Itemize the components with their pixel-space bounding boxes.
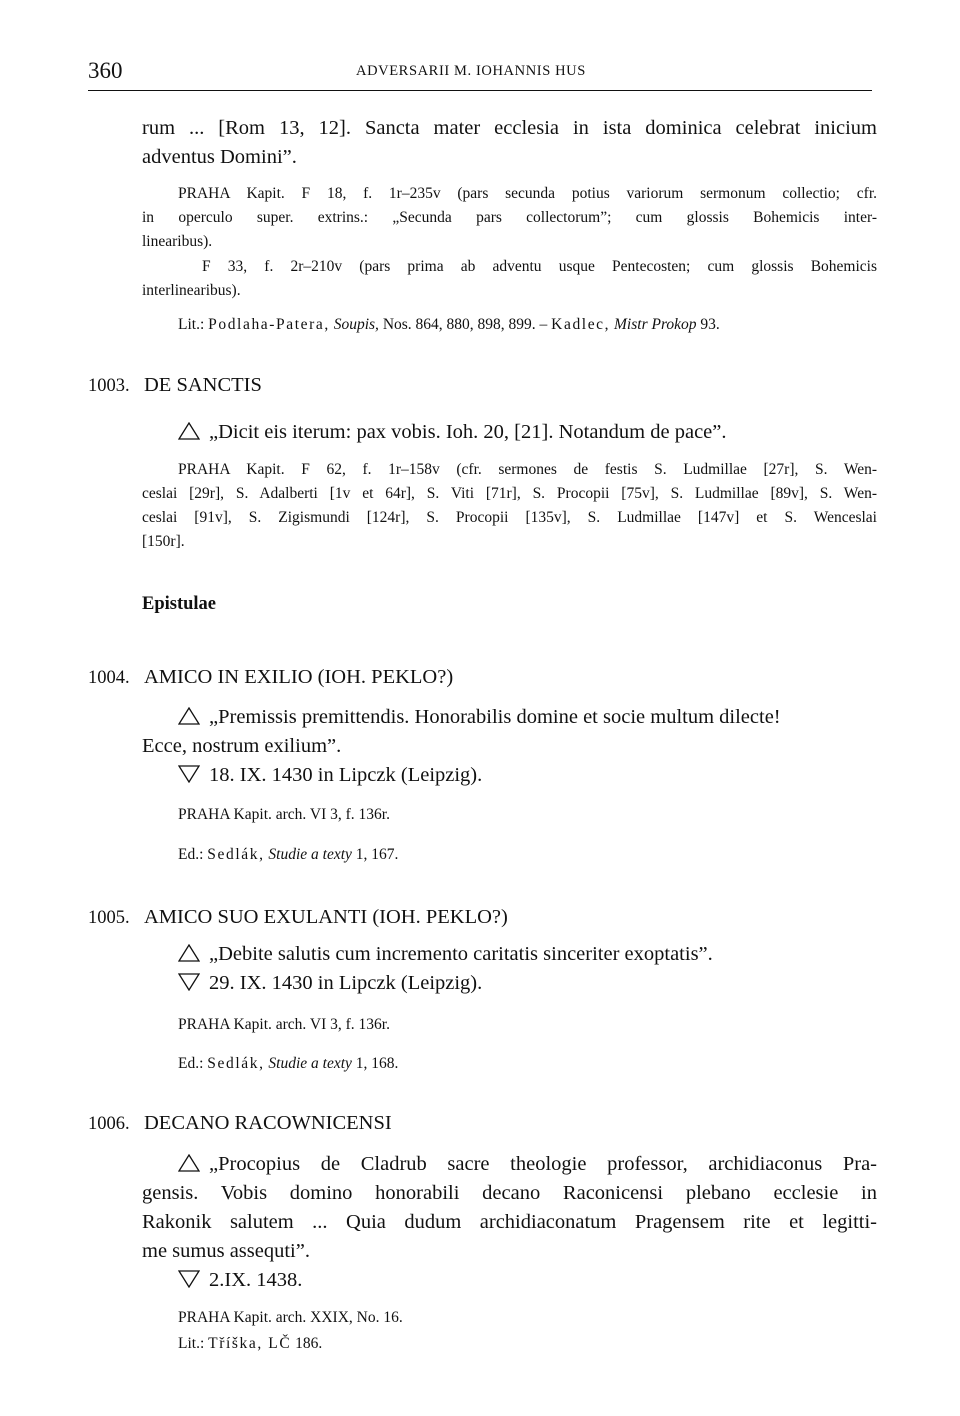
text-line: PRAHA Kapit. F 62, f. 1r–158v (cfr. sermones de festis S. Ludmillae [27r], S. Wen- [178,461,877,478]
entry-title: AMICO SUO EXULANTI (IOH. PEKLO?) [144,906,508,928]
entry-title: DE SANCTIS [144,374,262,396]
date-line [142,1266,877,1295]
text-line: ceslai [29r], S. Adalberti [1v et 64r], S. Viti [71r], S. Procopii [75v], S. Ludmillae [89v], S. Wen- [142,485,877,502]
date-triangle-icon [178,973,200,991]
entry-heading [88,1110,392,1137]
text-line: me sumus assequti”. [142,1240,310,1262]
ed-prefix: Ed.: [178,1055,208,1072]
text-line [142,940,877,969]
incipit-triangle-icon [178,944,200,962]
lit-title: Soupis, [333,316,379,333]
date-triangle-icon [178,1270,200,1288]
lit-prefix: Lit.: [178,1335,209,1352]
incipit [178,418,727,447]
ed-rest: 1, 167. [351,846,399,863]
intro-incipit [142,114,877,172]
manuscript-note: PRAHA Kapit. arch. XXIX, No. 16. [178,1309,403,1326]
lit-text: 93. [696,316,720,333]
ed-title: Studie a texty [268,846,352,863]
manuscript-note: PRAHA Kapit. arch. VI 3, f. 136r. [178,806,390,823]
text-line: in operculo super. extrins.: „Secunda pars collectorum”; cum glossis Bohemicis inter- [142,209,877,226]
incipit [142,703,877,790]
entry-number: 1006. [88,1114,130,1134]
edition-note [178,843,398,867]
text-line: ceslai [91v], S. Zigismundi [124r], S. Procopii [135v], S. Ludmillae [147v] et S. Wenceslai [142,509,877,526]
text-line: linearibus). [142,233,213,250]
entry-title: DECANO RACOWNICENSI [144,1112,392,1134]
entry-number: 1003. [88,376,130,396]
incipit-text: „Procopius de Cladrub sacre theologie professor, archidiaconus Pra- [209,1153,877,1175]
text-line: Ecce, nostrum exilium”. [142,735,342,757]
date-line [142,969,877,998]
text-line: [150r]. [142,533,185,550]
literature-note [178,313,720,337]
running-head [88,58,872,91]
date-triangle-icon [178,765,200,783]
literature-note [178,1332,322,1356]
ed-title: Studie a texty [268,1055,352,1072]
text-line [142,703,877,732]
page-number: 360 [88,58,123,83]
lit-author: Podlaha-Patera, [208,316,330,333]
incipit-triangle-icon [178,707,200,725]
entry-title: AMICO IN EXILIO (IOH. PEKLO?) [144,666,454,688]
ed-prefix: Ed.: [178,846,208,863]
entry-number: 1004. [88,668,130,688]
manuscript-note: PRAHA Kapit. arch. VI 3, f. 136r. [178,1016,390,1033]
ed-author: Sedlák, [207,1055,265,1072]
text-line: Rakonik salutem ... Quia dudum archidiaconatum Pragensem rite et legitti- [142,1211,877,1233]
date-text: 18. IX. 1430 in Lipczk (Leipzig). [209,764,483,786]
lit-rest: 186. [291,1335,323,1352]
section-title: Epistulae [142,594,217,614]
lit-prefix: Lit.: [178,316,209,333]
running-title: ADVERSARII M. IOHANNIS HUS [356,63,586,79]
entry-heading [88,372,262,399]
date-text: 2.IX. 1438. [209,1269,303,1291]
incipit-triangle-icon [178,1154,200,1172]
incipit-text: „Dicit eis iterum: pax vobis. Ioh. 20, [21]. Notandum de pace”. [209,421,727,443]
entry-heading [88,664,453,691]
lit-author: Tříška, LČ [208,1335,292,1352]
lit-title: Mistr Prokop [614,316,697,333]
entry-heading [88,904,508,931]
manuscript-note [142,182,877,254]
manuscript-note [142,255,877,303]
incipit [142,1150,877,1295]
text-line: rum ... [Rom 13, 12]. Sancta mater ecclesia in ista dominica celebrat inicium [142,117,877,139]
text-line: PRAHA Kapit. F 18, f. 1r–235v (pars secunda potius variorum sermonum collectio; cfr. [178,185,877,202]
ed-rest: 1, 168. [351,1055,399,1072]
text-line [142,1150,877,1179]
lit-author: Kadlec, [551,316,611,333]
incipit-text: „Debite salutis cum incremento caritatis sinceriter exoptatis”. [209,943,713,965]
date-text: 29. IX. 1430 in Lipczk (Leipzig). [209,972,483,994]
manuscript-note [142,458,877,554]
ed-author: Sedlák, [207,846,265,863]
edition-note [178,1052,398,1076]
text-line: F 33, f. 2r–210v (pars prima ab adventu usque Pentecosten; cum glossis Bohemicis [202,258,877,275]
incipit-text: „Premissis premittendis. Honorabilis domine et socie multum dilecte! [209,706,781,728]
incipit-triangle-icon [178,422,200,440]
entry-number: 1005. [88,908,130,928]
incipit [142,940,877,998]
text-line: adventus Domini”. [142,146,297,168]
date-line [142,761,877,790]
lit-text: Nos. 864, 880, 898, 899. – [378,316,552,333]
text-line: gensis. Vobis domino honorabili decano Raconicensi plebano ecclesie in [142,1182,877,1204]
text-line: interlinearibus). [142,282,241,299]
